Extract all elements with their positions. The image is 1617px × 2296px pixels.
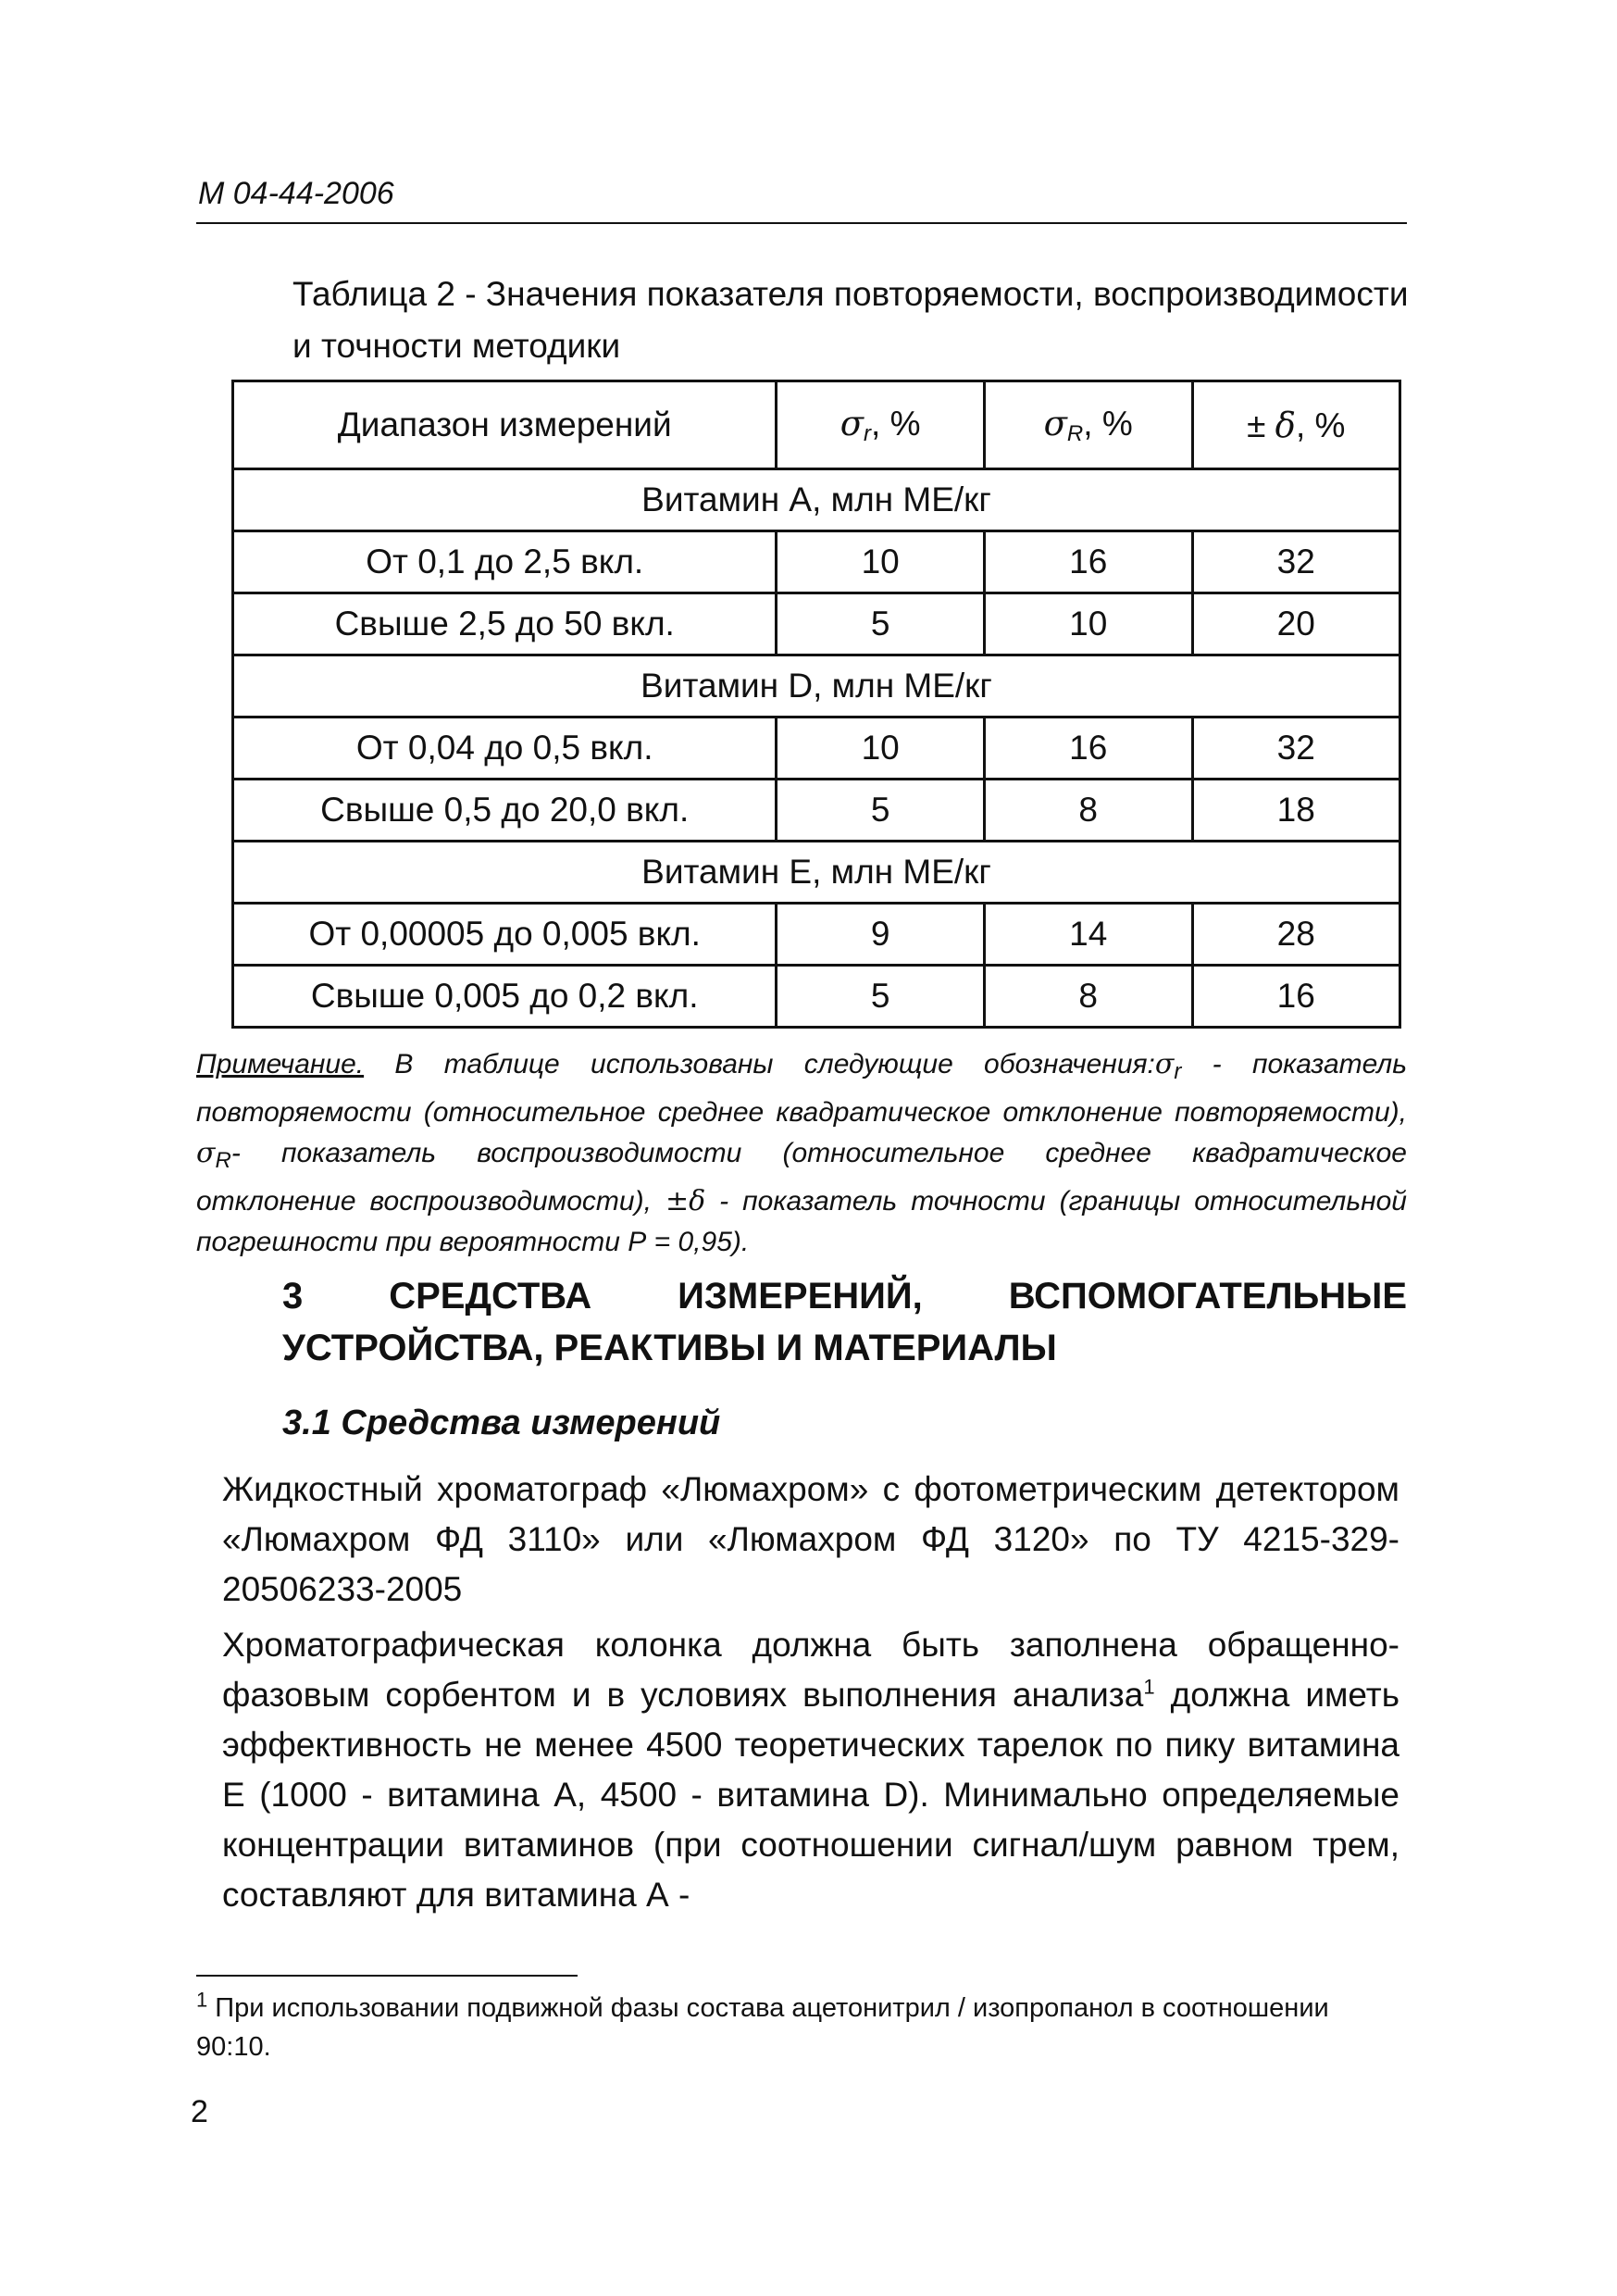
table-row bbox=[233, 780, 1400, 842]
header-sigma-R: σR, % bbox=[984, 381, 1192, 469]
table-row bbox=[233, 966, 1400, 1028]
measurement-table bbox=[231, 380, 1401, 1029]
footnote-ref[interactable]: 1 bbox=[1143, 1675, 1155, 1699]
cell-delta: 18 bbox=[1192, 780, 1399, 842]
cell-sigma-R: 8 bbox=[984, 966, 1192, 1028]
cell-delta: 28 bbox=[1192, 904, 1399, 966]
group-title: Витамин Е, млн МЕ/кг bbox=[233, 842, 1400, 904]
cell-sigma-r: 9 bbox=[777, 904, 984, 966]
cell-sigma-r: 10 bbox=[777, 718, 984, 780]
cell-range: Свыше 2,5 до 50 вкл. bbox=[233, 593, 777, 655]
footnote-rule bbox=[196, 1975, 578, 1977]
group-title: Витамин D, млн МЕ/кг bbox=[233, 655, 1400, 718]
note-text: - показатель точности (границы относительной погрешности при вероятности Р = 0,95). bbox=[196, 1186, 1407, 1257]
table-row bbox=[233, 531, 1400, 593]
cell-range: Свыше 0,005 до 0,2 вкл. bbox=[233, 966, 777, 1028]
paragraph: Хроматографическая колонка должна быть заполнена обращенно-фазовым сорбентом и в условиях выполнения анализа$^1$ должна иметь эффективность не менее 4500 теоретических тарелок по пику витамина Е (1000 - витамина А, 4500 - витамина D). Минимально определяемые концентрации витаминов (при соотношении сигнал/шум равном трем, составляют для витамина А - bbox=[222, 1626, 1399, 1914]
header-delta: ± δ, % bbox=[1192, 381, 1399, 469]
cell-sigma-R: 14 bbox=[984, 904, 1192, 966]
note-text: - показатель повторяемости (относительное среднее квадратическое отклонение повторяемости), bbox=[196, 1049, 1407, 1128]
note-symbol: σ bbox=[1154, 1048, 1175, 1080]
cell-sigma-r: 5 bbox=[777, 966, 984, 1028]
table-row bbox=[233, 718, 1400, 780]
note-text: - показатель воспроизводимости (относительное среднее квадратическое отклонение воспроизводимости), bbox=[196, 1138, 1407, 1217]
table-caption: Таблица 2 - Значения показателя повторяемости, воспроизводимости и точности методики bbox=[292, 275, 1409, 365]
header-sigma-r: σr, % bbox=[777, 381, 984, 469]
cell-range: От 0,04 до 0,5 вкл. bbox=[233, 718, 777, 780]
cell-sigma-r: 10 bbox=[777, 531, 984, 593]
table-header-row bbox=[233, 381, 1400, 469]
cell-range: От 0,1 до 2,5 вкл. bbox=[233, 531, 777, 593]
group-title-row bbox=[233, 655, 1400, 718]
cell-sigma-R: 8 bbox=[984, 780, 1192, 842]
footnote-text: При использовании подвижной фазы состава ацетонитрил / изопропанол в соотношении 90:10. bbox=[196, 1993, 1329, 2062]
cell-delta: 16 bbox=[1192, 966, 1399, 1028]
header-rule bbox=[196, 222, 1407, 224]
note-text: В таблице использованы следующие обозначения: bbox=[364, 1049, 1155, 1079]
page-number: 2 bbox=[191, 2094, 208, 2129]
cell-sigma-R: 10 bbox=[984, 593, 1192, 655]
cell-delta: 20 bbox=[1192, 593, 1399, 655]
section-heading: 3 СРЕДСТВА ИЗМЕРЕНИЙ, ВСПОМОГАТЕЛЬНЫЕ УСТРОЙСТВА, РЕАКТИВЫ И МАТЕРИАЛЫ bbox=[282, 1276, 1407, 1368]
cell-delta: 32 bbox=[1192, 531, 1399, 593]
group-title: Витамин А, млн МЕ/кг bbox=[233, 469, 1400, 531]
cell-sigma-R: 16 bbox=[984, 718, 1192, 780]
cell-range: От 0,00005 до 0,005 вкл. bbox=[233, 904, 777, 966]
table-note bbox=[196, 1044, 1407, 1263]
cell-sigma-R: 16 bbox=[984, 531, 1192, 593]
table-row bbox=[233, 904, 1400, 966]
note-symbol: σ bbox=[196, 1137, 216, 1169]
footnote bbox=[196, 1989, 1407, 2066]
paragraph: Жидкостный хроматограф «Люмахром» с фотометрическим детектором «Люмахром ФД 3110» или «Люмахром ФД 3120» по ТУ 4215-329-20506233-2005 bbox=[222, 1470, 1399, 1608]
group-title-row bbox=[233, 842, 1400, 904]
note-label: Примечание. bbox=[196, 1049, 365, 1079]
cell-sigma-r: 5 bbox=[777, 780, 984, 842]
group-title-row bbox=[233, 469, 1400, 531]
subsection-heading: 3.1 Средства измерений bbox=[282, 1404, 721, 1442]
cell-sigma-r: 5 bbox=[777, 593, 984, 655]
note-symbol-sub: r bbox=[1174, 1059, 1182, 1084]
cell-range: Свыше 0,5 до 20,0 вкл. bbox=[233, 780, 777, 842]
footnote-marker: 1 bbox=[196, 1988, 208, 2012]
header-range: Диапазон измерений bbox=[233, 381, 777, 469]
document-header-code: М 04-44-2006 bbox=[198, 176, 394, 211]
cell-delta: 32 bbox=[1192, 718, 1399, 780]
note-symbol: ±δ bbox=[665, 1185, 706, 1217]
table-row bbox=[233, 593, 1400, 655]
note-symbol-sub: R bbox=[215, 1148, 231, 1173]
